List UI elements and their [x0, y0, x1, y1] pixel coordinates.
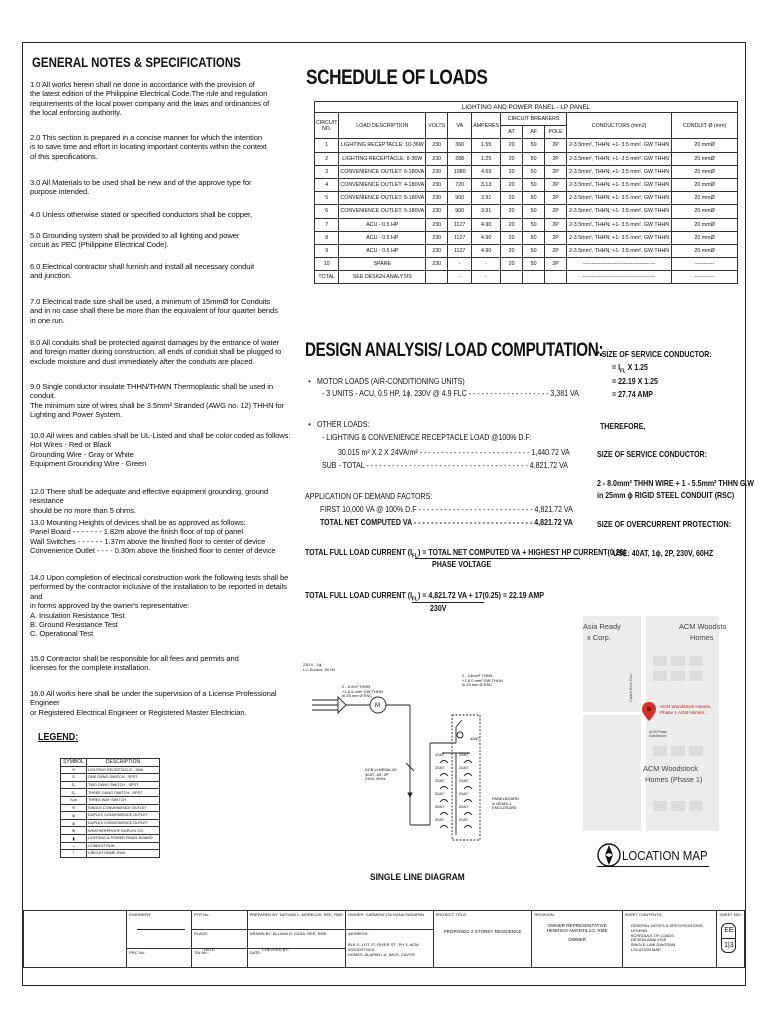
tb-sheet-code: EE	[722, 924, 735, 939]
load-cell: 230	[426, 205, 448, 218]
legend-row	[61, 834, 160, 842]
col-amperes: AMPERES	[472, 113, 501, 139]
note-3: 3.0 All Materials to be used shall be new and of the approve type for purpose intended.	[30, 178, 252, 197]
col-circuit: CIRCUIT NO.	[315, 113, 339, 139]
load-cell: 2P	[545, 205, 567, 218]
breaker-symbol	[464, 761, 472, 764]
legend-row	[61, 850, 160, 858]
tb-sheet-fraction: 1|3	[724, 942, 734, 949]
breaker-label: 20AT	[459, 778, 469, 783]
load-cell: -	[472, 258, 501, 271]
load-cell: 20	[501, 205, 523, 218]
load-cell: 20 mmØ	[672, 139, 738, 152]
load-cell: -	[472, 271, 501, 284]
tb-date: DATE:	[249, 950, 262, 955]
other-loads-heading: • OTHER LOADS:	[317, 420, 369, 430]
total-net-va-line: TOTAL NET COMPUTED VA - - - - - - - - - - - - - - - - - - - - - - - - - - - - 4,821.72 VA	[320, 518, 573, 527]
load-cell: 1127	[448, 231, 472, 244]
legend-symbol: S₃	[61, 789, 87, 797]
load-cell: 2P	[545, 165, 567, 178]
breaker-symbol	[464, 826, 472, 829]
breaker-label: 20AT	[435, 778, 445, 783]
source-label: 230 V , 1ϕ L-L Source, 60 Hz	[303, 662, 336, 672]
legend-symbol: ⊜	[61, 819, 87, 827]
legend-row	[61, 812, 160, 820]
load-cell: ACU - 0.5 HP	[339, 218, 426, 231]
load-cell: 230	[426, 139, 448, 152]
load-cell: CONVENIENCE OUTLET: 5-180VA	[339, 192, 426, 205]
load-cell: 50	[523, 152, 545, 165]
load-cell: 20	[501, 244, 523, 257]
load-cell: LIGHTING RECEPTACLE: 8-36W	[339, 152, 426, 165]
load-cell	[426, 271, 448, 284]
panelboard-label: PANELBOARD in NEMA-1 ENCLOSURE	[492, 796, 520, 811]
note-6: 6.0 Electrical contractor shall furnish and install all necessary conduit and junction.	[30, 262, 255, 281]
breaker-label: 20AT	[459, 752, 469, 757]
motor-loads-line: - 3 UNITS - ACU, 0.5 HP, 1ϕ, 230V @ 4.9 FLC - - - - - - - - - - - - - - - - - - - 3,381 VA	[322, 389, 579, 398]
load-cell: 1127	[448, 218, 472, 231]
map-roads	[583, 616, 719, 831]
load-cell: 20	[501, 139, 523, 152]
load-row	[315, 192, 738, 205]
note-2: 2.0 This section is prepared in a concise manner for which the intention is to save time and effort in locating important contents within the context of this specifications.	[30, 133, 267, 161]
breaker-symbol	[464, 813, 472, 816]
note-1: 1.0 All works herein shall ne done in accordance with the provision of the latest edition of the Philippine Electrical Code.The rule and regulation requirements of the local power company and the laws and ordinances of the local enforcing authority.	[30, 80, 270, 118]
load-cell: 5	[315, 192, 339, 205]
load-cell: 360	[448, 139, 472, 152]
load-cell: 230	[426, 192, 448, 205]
fraction-line-2	[412, 602, 484, 603]
load-cell: 20 mmØ	[672, 244, 738, 257]
other-loads-line-1: - LIGHTING & CONVENIENCE RECEPTACLE LOAD @100% D.F:	[322, 433, 532, 442]
breaker-label: 20AT	[459, 804, 469, 809]
legend-description: CIRCUIT HOME RUN	[87, 850, 160, 858]
demand-factor-line: FIRST 10,000 VA @ 100% D.F - - - - - - - - - - - - - - - - - - - - - - - - - - - 4,821.72 VA	[320, 505, 573, 514]
breaker-symbol	[440, 826, 448, 829]
legend-description: DUPLEX CONVENIENCE OUTLET	[87, 812, 160, 820]
tb-sheet-contents-value: GENERAL NOTES & SPECIFICATIONS, LEGEND SCHEDULE OF LOADS DESIGN ANALYSIS SINGLE LINE DIAGRAM LOCATION MAP	[630, 923, 704, 952]
flc-formula: TOTAL FULL LOAD CURRENT $(I_{FL})$ = TOTAL NET COMPUTED VA + HIGHEST HP CURRENT(0.25)	[305, 548, 626, 560]
load-cell: 3.13	[472, 178, 501, 191]
breaker-symbol	[440, 761, 448, 764]
load-cell: 50	[523, 165, 545, 178]
dcb-label: DCB in NEMA-4X 40AT, 1Ø, 2P 230V, 60Hz	[365, 767, 397, 782]
load-row	[315, 218, 738, 231]
legend-description: WEATHERPROOF DUPLEX CO	[87, 827, 160, 835]
tb-engineer-signature-line	[137, 929, 185, 930]
single-line-diagram-title: SINGLE LINE DIAGRAM	[370, 872, 465, 883]
main-breaker-label: 40AT	[470, 736, 480, 741]
load-cell: 230	[426, 244, 448, 257]
conductor-spec-2: in 25mm ϕ RIGID STEEL CONDUIT (RSC)	[597, 490, 735, 500]
load-cell	[501, 271, 523, 284]
load-cell: 230	[426, 165, 448, 178]
location-map-title: LOCATION MAP	[622, 848, 708, 863]
load-cell: 3.91	[472, 192, 501, 205]
load-cell: 20 mmØ	[672, 231, 738, 244]
tb-sheet-badge	[721, 923, 736, 953]
tb-owner-value: CARMENCITA IYANA SADAPAN	[365, 912, 425, 917]
load-cell: 900	[448, 192, 472, 205]
map-label-homes: Homes	[690, 633, 714, 642]
schedule-of-loads-title: SCHEDULE OF LOADS	[306, 66, 488, 89]
breaker-label: 20AT	[459, 817, 469, 822]
fraction-line	[415, 558, 580, 559]
col-conduit: CONDUIT Ø (mm)	[672, 113, 738, 139]
breaker-label: 20AT	[435, 804, 445, 809]
load-cell: 2-3.5mm², THHN; +1- 3.5 mm². GW THHN	[567, 152, 672, 165]
col-breakers: CIRCUIT BREAKERS	[501, 113, 567, 126]
legend-description: CONDUIT RUN	[87, 842, 160, 850]
legend-description: THREE GANG SWITCH - SPST	[87, 789, 160, 797]
load-cell: ACU - 0.5 HP	[339, 231, 426, 244]
tb-engineer	[127, 911, 192, 949]
load-cell: 50	[523, 192, 545, 205]
legend-row	[61, 789, 160, 797]
note-9: 9.0 Single conductor insulate THHN/THWN Thermoplastic shall be used in conduit. The minimum size of wires shall be 3.5mm² Stranded (AWG no. 12) THHN for Lighting and Power System.	[30, 382, 285, 420]
legend-description: SINGLE CONVENIENCE OUTLET	[87, 804, 160, 812]
load-cell: 2-3.5mm², THHN; +1- 3.5 mm². GW THHN	[567, 218, 672, 231]
tb-owner: OWNER:	[348, 912, 365, 917]
cable-label-1: 2 - 8.0m² THHN +1-5.5 mm² GW THHN in 25 mm Ø RSC	[342, 684, 383, 699]
load-row	[315, 152, 738, 165]
load-cell: 720	[448, 178, 472, 191]
breaker-label: 20AT	[435, 817, 445, 822]
tb-sheet-no: SHEET NO.:	[719, 912, 742, 917]
load-cell: 1127	[448, 244, 472, 257]
legend-row	[61, 819, 160, 827]
tb-address: ADDRESS:	[348, 931, 369, 936]
load-cell: 20 mmØ	[672, 192, 738, 205]
load-cell: 900	[448, 205, 472, 218]
legend-description: TWO GANG SWITCH - SPST	[87, 781, 160, 789]
tb-revision: REVISION:	[534, 912, 555, 917]
tb-prepared-by-value: NATHAN L. MORELOS, REE, RME	[279, 912, 344, 917]
map-label-asia-ready: Asia Ready	[583, 622, 621, 631]
load-row	[315, 165, 738, 178]
tb-drawn-by-value: ALLANA D. CASA, REE, RME	[272, 931, 327, 936]
service-conductor-heading: * SIZE OF SERVICE CONDUCTOR:	[597, 349, 712, 359]
load-row	[315, 258, 738, 271]
breaker-symbol	[464, 774, 472, 777]
load-cell: CONVENIENCE OUTLET: 4-180VA	[339, 178, 426, 191]
legend-description: ONE GANG SWITCH - SPST	[87, 774, 160, 782]
load-cell: 2P	[545, 258, 567, 271]
load-cell: 2P	[545, 178, 567, 191]
load-cell: 20	[501, 165, 523, 178]
breaker-label: 20AT	[459, 765, 469, 770]
overcurrent-spec: USE: 40AT, 1ϕ, 2P, 230V, 60HZ	[613, 548, 714, 558]
legend-row	[61, 781, 160, 789]
tb-owner-label: OWNER	[568, 937, 586, 942]
breaker-symbol	[440, 813, 448, 816]
flc-formula-denominator: PHASE VOLTAGE	[432, 560, 492, 569]
tb-date-label: DATE:	[204, 947, 216, 952]
map-label-phase-1: Homes (Phase 1)	[645, 775, 703, 784]
legend-title: LEGEND:	[38, 731, 79, 743]
load-cell: 230	[426, 218, 448, 231]
tb-owner-representative: OWNER REPRESENTATIVE	[547, 923, 607, 928]
legend-row	[61, 796, 160, 804]
load-cell: -----------------------------------------	[567, 258, 672, 271]
load-cell: 3	[315, 165, 339, 178]
load-cell: 2P	[545, 152, 567, 165]
breaker-symbol	[464, 787, 472, 790]
load-cell: -	[448, 258, 472, 271]
load-cell: 2P	[545, 139, 567, 152]
flc-computation-denominator: 230V	[430, 604, 447, 613]
note-14: 14.0 Upon completion of electrical construction work the following tests shall be performed by the contractor inclusive of the installation to be reported in details and in forms approved by the owner's representative: A. Insulation Resistance Test B. Ground Resistance Test C. Operational Test	[30, 573, 289, 639]
load-cell: 2P	[545, 218, 567, 231]
breaker-label: 20AT	[435, 752, 445, 757]
note-8: 8.0 All conduits shall be protected against damages by the entrance of water and foreign matter during construction. all ends of conduit shall be plugged to exclude moisture and dust immediately after the conduits are placed.	[30, 338, 282, 366]
load-row	[315, 231, 738, 244]
note-7: 7.0 Electrical trade size shall be used, a minimum of 15mmØ for Conduits and in no case shall there be more than the equivalent of four quarter bends in one run.	[30, 297, 278, 325]
legend-symbol: ⊖	[61, 804, 87, 812]
service-calc-line-2: = 22.19 X 1.25	[612, 376, 658, 386]
overcurrent-heading: SIZE OF OVERCURRENT PROTECTION:	[597, 519, 732, 529]
load-row	[315, 205, 738, 218]
legend-col-description: DESCRIPTION	[87, 759, 160, 767]
breaker-label: 20AT	[435, 765, 445, 770]
load-cell: 230	[426, 258, 448, 271]
breaker-symbol	[440, 787, 448, 790]
tb-project-title: PROJECT TITLE:	[435, 912, 468, 917]
title-block	[23, 910, 745, 968]
col-af: AF	[523, 126, 545, 139]
note-13: 13.0 Mounting Heights of devices shall be as approved as follows: Panel Board - - - - - - - 1.82m above the finish floor of top of panel Wall Switches - - - - - - 1.37m above the finished floor to center of device Convenience Outlet - - - - 0.30m above the finished floor to center of device	[30, 518, 276, 556]
other-loads-line-2: 30.015 m² X 2 X 24VA/m² - - - - - - - - - - - - - - - - - - - - - - - - - - 1,440.72 VA	[338, 448, 570, 457]
tb-prepared-by: PREPARED BY:	[249, 912, 279, 917]
tb-ptr: PTR No.:	[193, 912, 211, 917]
tb-place: PLACE:	[193, 931, 209, 936]
load-cell: 2	[315, 152, 339, 165]
load-cell: 20	[501, 152, 523, 165]
col-va: VA	[448, 113, 472, 139]
load-cell: 4.69	[472, 165, 501, 178]
load-cell: 50	[523, 258, 545, 271]
load-cell: 230	[426, 231, 448, 244]
load-cell: 20	[501, 192, 523, 205]
load-row	[315, 178, 738, 191]
service-conductor-heading-2: SIZE OF SERVICE CONDUCTOR:	[597, 449, 707, 459]
load-cell: 2-3.5mm², THHN; +1- 3.5 mm². GW THHN	[567, 139, 672, 152]
tb-blank	[24, 911, 127, 968]
note-10: 10.0 All wires and cables shall be UL-Listed and shall be color coded as follows: Hot Wires - Red or Black Grounding Wire - Gray or White Equipment Grounding Wire - Green	[30, 431, 291, 469]
load-cell: SEE DESIGN ANALYSIS	[339, 271, 426, 284]
legend-row	[61, 766, 160, 774]
legend-description: THREE WAY SWITCH	[87, 796, 160, 804]
load-cell: CONVENIENCE OUTLET: 5-180VA	[339, 205, 426, 218]
load-row	[315, 244, 738, 257]
load-cell: 50	[523, 218, 545, 231]
load-cell: 20	[501, 218, 523, 231]
load-cell: CONVENIENCE OUTLET: 6-180VA	[339, 165, 426, 178]
legend-description: LIGHTING & POWER PANEL BOARD	[87, 834, 160, 842]
legend-row	[61, 842, 160, 850]
load-cell: 2-3.5mm², THHN; +1- 3.5 mm². GW THHN	[567, 244, 672, 257]
breaker-symbol	[464, 800, 472, 803]
tb-owner-representative-name: HENRICO AMANTILLO, RME	[546, 928, 608, 933]
tb-engineer-label: ENGINEER:	[129, 912, 152, 917]
load-cell: 9	[315, 244, 339, 257]
load-row	[315, 139, 738, 152]
load-cell: 4.90	[472, 244, 501, 257]
note-5: 5.0 Grounding system shall be provided to all lighting and power circuit as PEC (Philippine Electrical Code).	[30, 231, 240, 250]
load-cell: 7	[315, 218, 339, 231]
tb-tin: TIN No.:	[193, 950, 209, 955]
load-cell: 1.25	[472, 152, 501, 165]
load-cell: -----------------------------------------	[567, 271, 672, 284]
north-arrow-icon	[597, 843, 621, 867]
col-pole: POLE	[545, 126, 567, 139]
legend-symbol: ⊜	[61, 812, 87, 820]
legend-col-symbol: SYMBOL	[61, 759, 87, 767]
meter-label: M	[375, 703, 380, 709]
breaker-label: 20AT	[459, 791, 469, 796]
load-cell: 230	[426, 152, 448, 165]
tb-checked-by: CHECKED BY:	[262, 947, 289, 952]
map-label-acm-woodstock: ACM Woodsto	[679, 622, 727, 631]
location-map-underline	[597, 866, 709, 867]
general-notes-title: GENERAL NOTES & SPECIFICATIONS	[32, 54, 241, 70]
map-label-corp: x Corp.	[587, 633, 611, 642]
load-cell: -----------	[672, 271, 738, 284]
breaker-label: 20AT	[435, 791, 445, 796]
load-cell: 288	[448, 152, 472, 165]
load-cell: -	[448, 271, 472, 284]
legend-symbol: ▮	[61, 834, 87, 842]
load-cell: 3.91	[472, 205, 501, 218]
legend-symbol: S	[61, 774, 87, 782]
legend-symbol: ⊕	[61, 827, 87, 835]
map-label-subdivision: ACM Phase Subdivision	[649, 730, 668, 738]
legend-row	[61, 774, 160, 782]
load-cell: 50	[523, 231, 545, 244]
legend-symbol: S₂	[61, 781, 87, 789]
schedule-of-loads-table	[314, 101, 738, 284]
load-cell: 50	[523, 178, 545, 191]
service-calc-line-3: = 27.74 AMP	[612, 389, 654, 399]
load-row	[315, 271, 738, 284]
load-cell: 20	[501, 231, 523, 244]
legend-description: DUPLEX CONVENIENCE OUTLET	[87, 819, 160, 827]
breaker-symbol	[440, 774, 448, 777]
load-cell: 50	[523, 205, 545, 218]
load-cell: TOTAL	[315, 271, 339, 284]
legend-row	[61, 827, 160, 835]
load-cell: 50	[523, 139, 545, 152]
legend-row	[61, 804, 160, 812]
load-cell: 6	[315, 205, 339, 218]
load-cell: 8	[315, 231, 339, 244]
load-cell: 4.90	[472, 218, 501, 231]
load-cell: 20 mmØ	[672, 178, 738, 191]
note-16: 16.0 All works here shall be under the supervision of a License Professional Engineer or Registered Electrical Engineer or Registered Master Electrician.	[30, 689, 277, 717]
load-cell: 4.90	[472, 231, 501, 244]
load-cell: -----------	[672, 258, 738, 271]
col-desc: LOAD DESCRIPTION	[339, 113, 426, 139]
cable-label-2: 2 - 14mm² THHN +1-8.0 mm² GW THHN in 25 mm Ø RSC	[462, 673, 503, 688]
legend-description: LIGHTING RECEPTACLE - 36W	[87, 766, 160, 774]
load-cell: 2P	[545, 244, 567, 257]
load-cell: 230	[426, 178, 448, 191]
load-cell	[545, 271, 567, 284]
tb-drawn-by: DRAWN BY:	[249, 931, 272, 936]
load-cell: 20 mmØ	[672, 205, 738, 218]
load-cell: 2-3.5mm², THHN; +1- 3.5 mm². GW THHN	[567, 178, 672, 191]
load-cell: 2-3.5mm², THHN; +1- 3.5 mm². GW THHN	[567, 231, 672, 244]
load-cell: 20 mmØ	[672, 152, 738, 165]
col-conductors: CONDUCTORS (mm2)	[567, 113, 672, 139]
motor-loads-heading: • MOTOR LOADS (AIR-CONDITIONING UNITS)	[317, 377, 465, 387]
note-15: 15.0 Contractor shall be responsible for all fees and permits and licenses for the complete installation.	[30, 654, 239, 673]
load-cell: 50	[523, 244, 545, 257]
map-pin-label-2: Phase 1 ACM Homes...	[660, 710, 708, 715]
location-map-image	[583, 616, 727, 831]
map-label-road: Capitol Drive Cruz	[628, 674, 633, 702]
demand-factors-heading: APPLICATION OF DEMAND FACTORS:	[305, 492, 433, 501]
load-cell: 1.55	[472, 139, 501, 152]
col-volts: VOLTS	[426, 113, 448, 139]
load-cell: 20	[501, 258, 523, 271]
design-analysis-title: DESIGN ANALYSIS/ LOAD COMPUTATION:	[305, 340, 604, 361]
col-at: AT	[501, 126, 523, 139]
load-cell: 2-3.5mm², THHN; +1- 3.5 mm². GW THHN	[567, 205, 672, 218]
therefore-label: THEREFORE,	[600, 421, 646, 431]
flc-computation: TOTAL FULL LOAD CURRENT $(I_{FL}) = 4,821.72$ VA + 17(0.25) = 22.19 AMP	[305, 591, 544, 603]
tb-address-value: BLK C, LOT 27, RIVER ST., PH 3, ACM WOODSTOCK HOMES, ALAPAN I-A, IMUS, CAVITE	[348, 942, 419, 957]
legend-symbol: ⏚	[61, 850, 87, 858]
note-12: 12.0 There shall be adequate and effective equipment grounding, ground resistance should be no more than 5 ohms.	[30, 487, 269, 515]
load-cell: 20 mmØ	[672, 218, 738, 231]
map-pin-label-1: ACM Woodstock Homes,	[660, 704, 712, 709]
tb-prc: PRC No.:	[129, 950, 147, 955]
load-cell: SPARE	[339, 258, 426, 271]
load-cell	[523, 271, 545, 284]
load-cell: LIGHTING RECEPTACLE: 10-36W	[339, 139, 426, 152]
load-cell: 1080	[448, 165, 472, 178]
legend-table	[60, 758, 160, 858]
map-label-woodstock-2: ACM Woodstock	[643, 764, 698, 773]
tb-sheet-contents: SHEET CONTENTS:	[624, 912, 663, 917]
tb-project-title-value: PROPOSED 2 STOREY RESIDENCE	[443, 929, 522, 934]
load-cell: 20 mmØ	[672, 165, 738, 178]
load-cell: ACU - 0.5 HP	[339, 244, 426, 257]
load-cell: 1	[315, 139, 339, 152]
load-cell: 2P	[545, 192, 567, 205]
subtotal-line: SUB - TOTAL - - - - - - - - - - - - - - - - - - - - - - - - - - - - - - - - - - - - - - 4,821.72 VA	[322, 461, 568, 470]
conductor-spec-1: 2 - 8.0mm² THHN WIRE + 1 - 5.5mm² THHN G.W	[597, 478, 754, 488]
load-cell: 2-3.5mm², THHN; +1- 3.5 mm². GW THHN	[567, 192, 672, 205]
load-cell: 4	[315, 178, 339, 191]
legend-symbol: S₃w	[61, 796, 87, 804]
legend-symbol: —	[61, 842, 87, 850]
panel-title: LIGHTING AND POWER PANEL - LP PANEL	[315, 102, 738, 113]
load-cell: 2P	[545, 231, 567, 244]
legend-symbol: ⊙	[61, 766, 87, 774]
load-cell: 2-3.5mm², THHN; +1- 3.5 mm². GW THHN	[567, 165, 672, 178]
load-cell: 10	[315, 258, 339, 271]
note-4: 4.0 Unless otherwise stated or specified conductors shall be copper,	[30, 210, 252, 219]
load-cell: 20	[501, 178, 523, 191]
service-calc-line-1: = $I_{FL}$ X 1.25	[612, 362, 648, 375]
breaker-symbol	[440, 800, 448, 803]
